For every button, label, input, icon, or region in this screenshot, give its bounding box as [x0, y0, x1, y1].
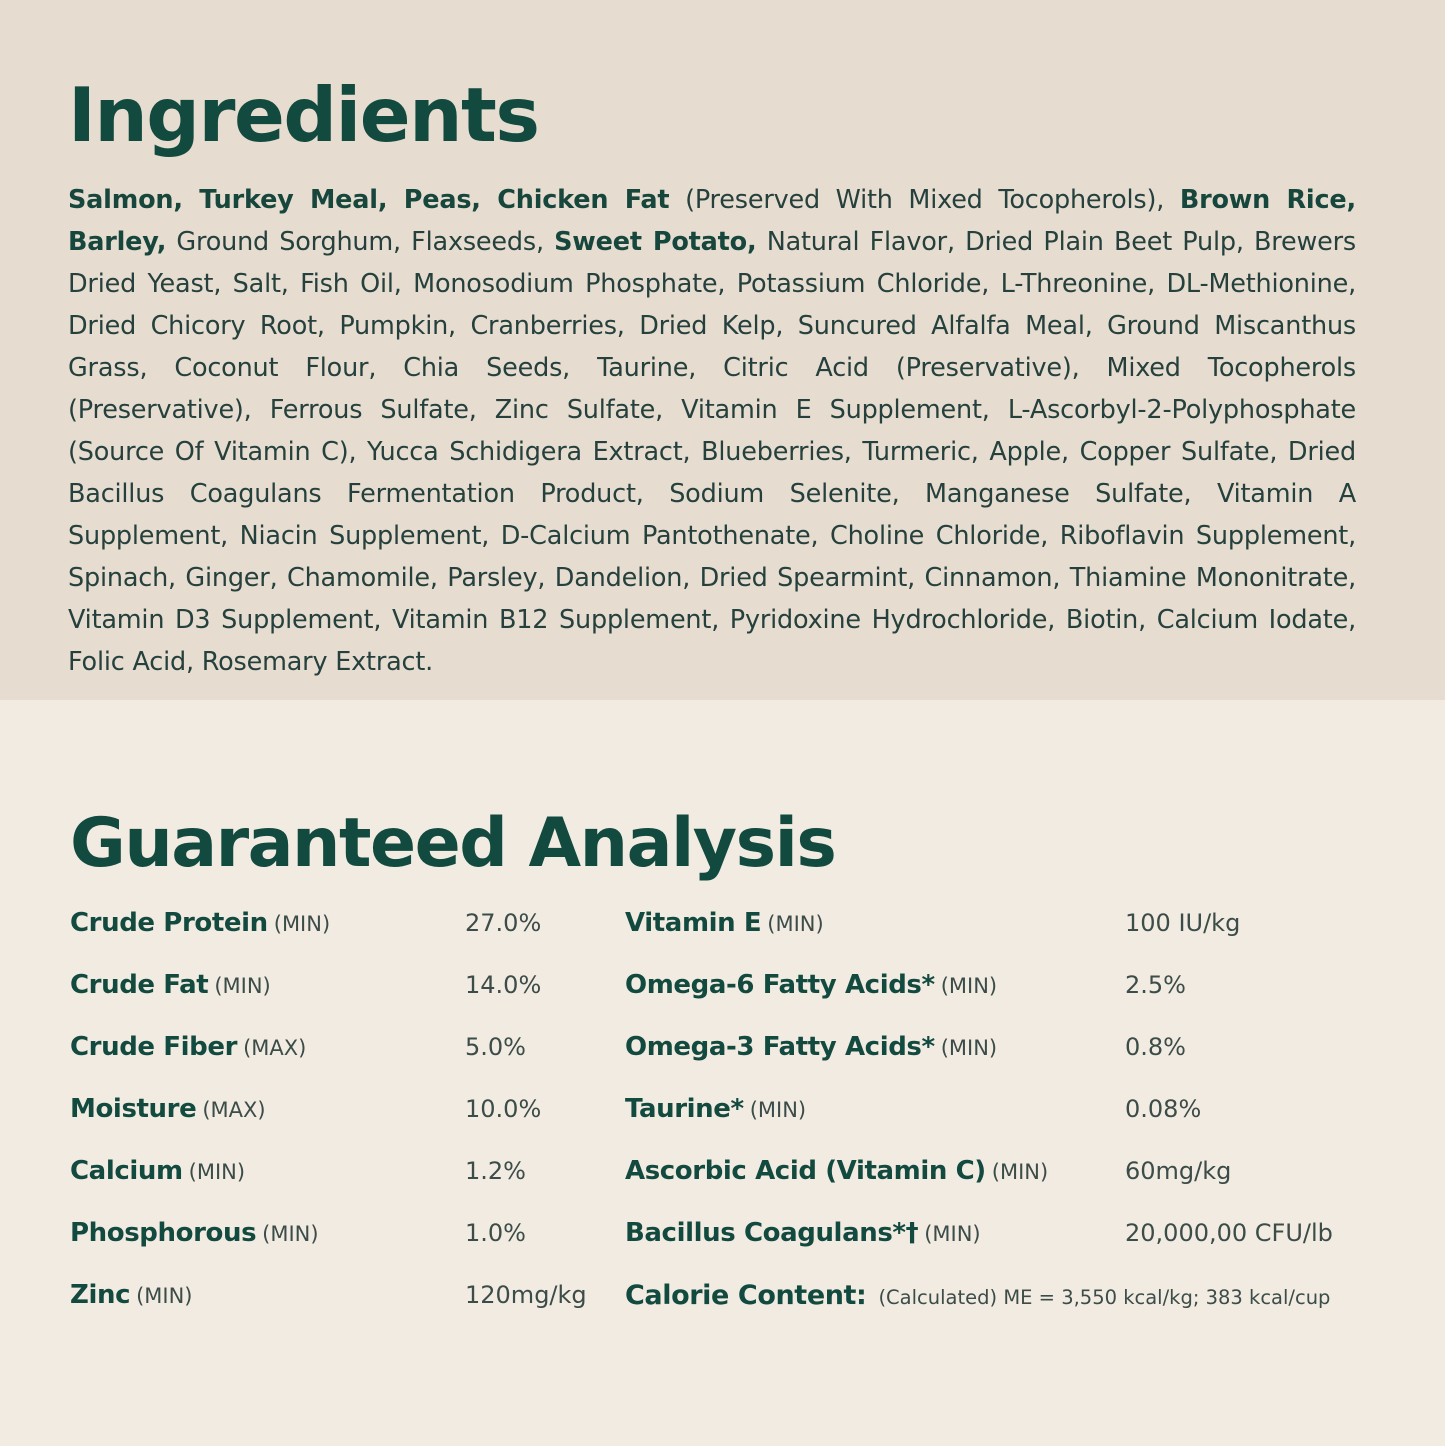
nutrient-label: Crude Fiber — [70, 1032, 238, 1062]
nutrient-value: 2.5% — [1125, 971, 1186, 999]
ingredients-heading: Ingredients — [68, 71, 539, 159]
ingredients-text — [68, 179, 1356, 683]
table-row — [625, 1094, 1370, 1156]
nutrient-value: 100 IU/kg — [1125, 909, 1241, 937]
nutrient-value: 0.8% — [1125, 1033, 1186, 1061]
guaranteed-analysis-section — [70, 804, 1370, 1342]
ingredients-segment-5: Natural Flavor, Dried Plain Beet Pulp, Brewers Dried Yeast, Salt, Fish Oil, Monosodium Phosphate, Potassium Chloride, L-Threonine, DL-Methionine, Dried Chicory Root, Pumpkin, Cranberries, Dried Kelp, Suncured Alfalfa Meal, Ground Miscanthus Grass, Coconut Flour, Chia Seeds, Taurine, Citric Acid (Preservative), Mixed Tocopherols (Preservative), Ferrous Sulfate, Zinc Sulfate, Vitamin E Supplement, L-Ascorbyl-2-Polyphosphate (Source Of Vitamin C), Yucca Schidigera Extract, Blueberries, Turmeric, Apple, Copper Sulfate, Dried Bacillus Coagulans Fermentation Product, Sodium Selenite, Manganese Sulfate, Vitamin A Supplement, Niacin Supplement, D-Calcium Pantothenate, Choline Chloride, Riboflavin Supplement, Spinach, Ginger, Chamomile, Parsley, Dandelion, Dried Spearmint, Cinnamon, Thiamine Mononitrate, Vitamin D3 Supplement, Vitamin B12 Supplement, Pyridoxine Hydrochloride, Biotin, Calcium Iodate, Folic Acid, Rosemary Extract. — [68, 226, 1357, 677]
ingredients-segment-4: Sweet Potato, — [554, 226, 757, 257]
nutrient-label: Phosphorous — [70, 1218, 257, 1248]
nutrient-value: 14.0% — [465, 971, 542, 999]
nutrient-value: 10.0% — [465, 1095, 542, 1123]
nutrient-qualifier: (MIN) — [940, 1036, 998, 1060]
nutrient-value: 27.0% — [465, 909, 542, 937]
nutrient-label: Calcium — [70, 1156, 183, 1186]
table-row — [625, 1218, 1370, 1280]
nutrient-value: 60mg/kg — [1125, 1157, 1232, 1185]
nutrient-qualifier: (MAX) — [243, 1036, 307, 1060]
nutrient-label: Vitamin E — [625, 908, 762, 938]
nutrient-qualifier: (MIN) — [991, 1160, 1049, 1184]
nutrient-qualifier: (MIN) — [924, 1222, 981, 1246]
nutrient-qualifier: (MIN) — [262, 1222, 319, 1246]
nutrient-label: Crude Protein — [70, 908, 268, 938]
nutrient-qualifier: (MIN) — [273, 912, 331, 936]
nutrient-label: Zinc — [70, 1280, 131, 1310]
ingredients-section — [68, 71, 1357, 708]
table-row — [625, 1156, 1370, 1218]
guaranteed-analysis-heading: Guaranteed Analysis — [70, 804, 836, 883]
table-row — [70, 908, 625, 970]
nutrient-label: Omega-3 Fatty Acids* — [625, 1032, 935, 1062]
table-row — [70, 1032, 625, 1094]
nutrient-qualifier: (MIN) — [214, 974, 271, 998]
calorie-content-row — [625, 1280, 1370, 1340]
nutrient-qualifier: (MIN) — [767, 912, 824, 936]
nutrient-label: Crude Fat — [70, 970, 209, 1000]
guaranteed-analysis-left-column — [70, 908, 625, 1342]
nutrient-label: Bacillus Coagulans*† — [625, 1218, 919, 1248]
nutrient-qualifier: (MAX) — [202, 1098, 266, 1122]
ingredients-segment-2: Brown Rice, Barley, — [68, 184, 1356, 257]
nutrient-value: 0.08% — [1125, 1095, 1202, 1123]
guaranteed-analysis-right-column — [625, 908, 1370, 1342]
nutrient-qualifier: (MIN) — [940, 974, 998, 998]
nutrient-value: 1.0% — [465, 1219, 526, 1247]
table-row — [625, 1032, 1370, 1094]
ingredients-segment-0: Salmon, Turkey Meal, Peas, Chicken Fat — [68, 184, 670, 215]
nutrient-label: Omega-6 Fatty Acids* — [625, 970, 935, 1000]
nutrient-value: 120mg/kg — [465, 1281, 587, 1309]
table-row — [70, 1280, 625, 1342]
nutrient-label: Moisture — [70, 1094, 197, 1124]
ingredients-segment-1: (Preserved With Mixed Tocopherols), — [669, 184, 1180, 215]
table-row — [625, 908, 1370, 970]
nutrient-value: 20,000,00 CFU/lb — [1125, 1219, 1333, 1247]
table-row — [70, 1218, 625, 1280]
nutrient-qualifier: (MIN) — [188, 1160, 246, 1184]
nutrient-label: Taurine* — [625, 1094, 744, 1124]
nutrient-qualifier: (MIN) — [136, 1284, 193, 1308]
nutrient-value: 5.0% — [465, 1033, 526, 1061]
ingredients-segment-3: Ground Sorghum, Flaxseeds, — [166, 226, 555, 257]
nutrient-qualifier: (MIN) — [749, 1098, 807, 1122]
table-row — [70, 1094, 625, 1156]
table-row — [70, 970, 625, 1032]
nutrient-value: 1.2% — [465, 1157, 526, 1185]
table-row — [625, 970, 1370, 1032]
calorie-content-value: (Calculated) ME = 3,550 kcal/kg; 383 kcal/cup — [878, 1286, 1331, 1309]
nutrient-label: Ascorbic Acid (Vitamin C) — [625, 1156, 986, 1186]
table-row — [70, 1156, 625, 1218]
calorie-content-label: Calorie Content: — [625, 1280, 867, 1311]
